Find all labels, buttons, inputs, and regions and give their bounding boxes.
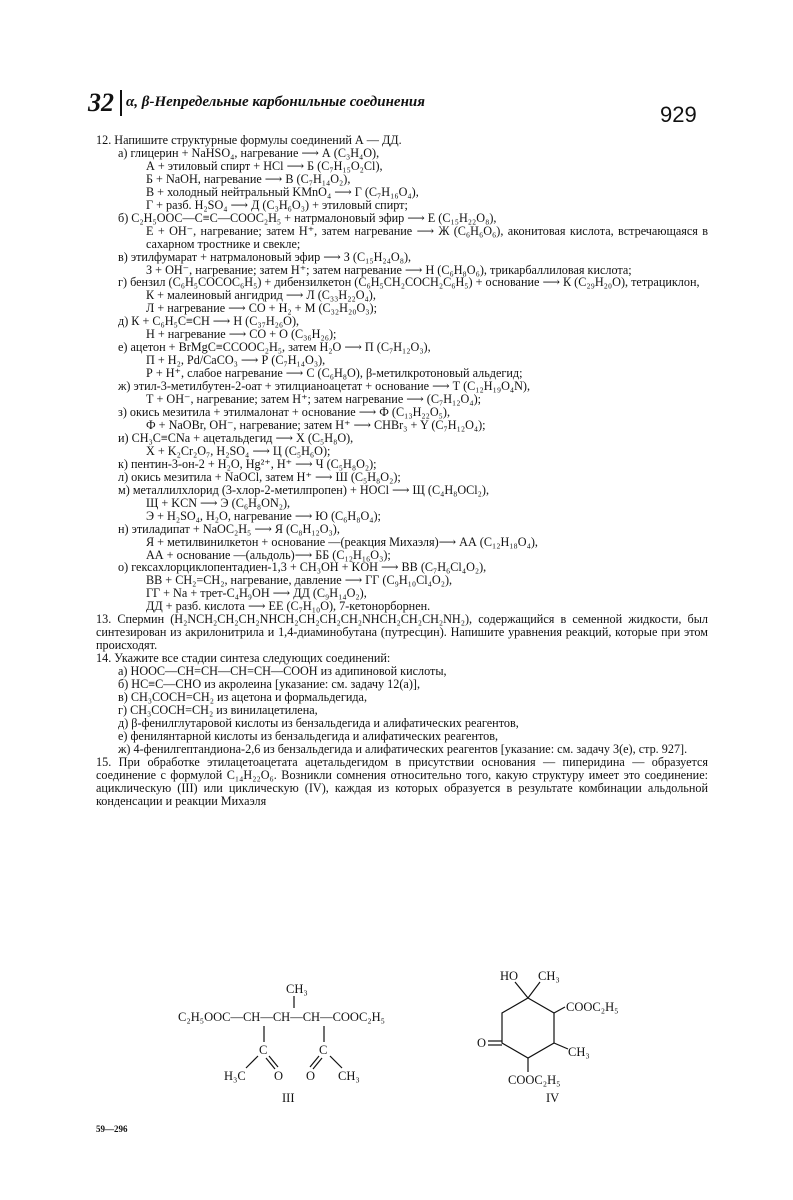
text-line: Т + OH⁻, нагревание; затем H⁺; затем нагревание ⟶ (C₇H₁₂O₄);	[146, 392, 482, 407]
text-line: Е + OH⁻, нагревание; затем H⁺, затем нагревание ⟶ Ж (C₆H₆O₆), аконитовая кислота, встречающаяся в сахарном тростнике и свекле;	[146, 223, 708, 251]
text-line: ВВ + CH₂=CH₂, нагревание, давление ⟶ ГГ (C₉H₁₀Cl₄O₂),	[146, 573, 453, 588]
text-line: ж) этил-3-метилбутен-2-оат + этилцианоацетат + основание ⟶ Т (C₁₂H₁₉O₄N),	[118, 379, 531, 394]
text-line: Ф + NaOBr, OH⁻, нагревание; затем H⁺ ⟶ CHBr₃ + Y (C₇H₁₂O₄);	[146, 417, 486, 432]
text-line: ГГ + Na + трет-C₄H₉OH ⟶ ДД (C₉H₁₄O₂),	[146, 586, 367, 601]
iv-label: IV	[546, 1091, 560, 1105]
question-13: 13. Спермин (H₂NCH₂CH₂CH₂NHCH₂CH₂CH₂CH₂NHCH₂CH₂CH₂NH₂), содержащийся в семенной жидкости, был синтезирован из акрилонитрила и 1,4-диаминобутана (путресцин). Напишите уравнения реакций, которые при этом происходят.	[96, 612, 708, 653]
text-line: ж) 4-фенилгептандиона-2,6 из бензальдегида и алифатических реагентов [указание: см. задачу 3(е), стр. 927].	[118, 741, 688, 756]
text-line: Э + H₂SO₄, H₂O, нагревание ⟶ Ю (C₆H₈O₄);	[146, 508, 381, 523]
text-line: г) CH₃COCH=CH₂ из винилацетилена,	[118, 702, 318, 717]
iv-cooet-bottom: COOC₂H₅	[508, 1073, 561, 1087]
iv-bond-cooet-top	[554, 1007, 565, 1013]
problem-text	[96, 134, 708, 808]
chapter-title: α, β-Непредельные карбонильные соединения	[126, 94, 425, 110]
question-12	[96, 134, 708, 613]
text-line: д) β-фенилглутаровой кислоты из бензальдегида и алифатических реагентов,	[118, 715, 519, 730]
iv-o-ketone: O	[477, 1036, 487, 1050]
text-line: Х + K₂Cr₂O₇, H₂SO₄ ⟶ Ц (C₅H₆O);	[146, 443, 331, 458]
text-line: о) гексахлорциклопентадиен-1,3 + CH₃OH + KOH ⟶ ВВ (C₇H₆Cl₄O₂),	[118, 560, 487, 575]
iii-chain: C₂H₅OOC—CH—CH—CH—COOC₂H₅	[178, 1010, 386, 1024]
text-line: П + H₂, Pd/CaCO₃ ⟶ Р (C₇H₁₄O₃),	[146, 353, 326, 368]
text-line: Щ + KCN ⟶ Э (C₆H₈ON₂),	[146, 495, 291, 510]
text-line: к) пентин-3-он-2 + H₂O, Hg²⁺, H⁺ ⟶ Ч (C₅H₈O₂);	[118, 456, 377, 471]
iii-c-left: C	[259, 1043, 268, 1057]
text-line: н) этиладипат + NaOC₂H₅ ⟶ Я (C₈H₁₂O₃),	[118, 521, 340, 536]
iii-o-left: O	[274, 1069, 284, 1083]
text-line: 12. Напишите структурные формулы соединений А — ДД.	[96, 133, 402, 147]
text-line: д) К + C₆H₅C≡CH ⟶ Н (C₃₇H₂₆O),	[118, 314, 300, 329]
text-line: Я + метилвинилкетон + основание —(реакция Михаэля)⟶ АА (C₁₂H₁₈O₄),	[146, 534, 538, 549]
iii-ch3-right: CH₃	[338, 1069, 360, 1083]
question-15: 15. При обработке этилацетоацетата ацетальдегидом в присутствии основания — пиперидина — образуется соединение с формулой C₁₄H₂₂O₆. Возникли сомнения относительно того, какую структуру имеет это соединение: ациклическую (III) или циклическую (IV), каждая из которых образуется в результате комбинации альдольной конденсации и реакции Михаэля	[96, 754, 708, 808]
text-line: л) окись мезитила + NaOCl, затем H⁺ ⟶ Ш (C₅H₈O₂);	[118, 469, 401, 484]
text-line: в) CH₃COCH=CH₂ из ацетона и формальдегида,	[118, 689, 368, 704]
text-line: б) HC≡C—CHO из акролеина [указание: см. задачу 12(а)],	[118, 677, 420, 692]
text-line: Л + нагревание ⟶ CO + H₂ + М (C₃₂H₂₀O₃);	[146, 301, 377, 316]
iv-ho: HO	[500, 969, 519, 983]
iii-o-right: O	[306, 1069, 316, 1083]
signature-mark: 59—296	[96, 1124, 128, 1134]
page-number: 929	[660, 102, 697, 127]
running-header	[88, 86, 708, 122]
bond-c-ch3-left	[246, 1056, 258, 1068]
iv-bond-ch3-right	[554, 1043, 568, 1049]
iv-ch3-right: CH₃	[568, 1045, 590, 1059]
bond-c-o-right-a	[310, 1056, 319, 1067]
text-line: А + этиловый спирт + HCl ⟶ Б (C₇H₁₅O₂Cl),	[146, 158, 383, 173]
iii-ch3-left: H₃C	[224, 1069, 246, 1083]
bond-c-o-left-a	[269, 1056, 278, 1067]
text-line: в) этилфумарат + натрмалоновый эфир ⟶ З (C₁₅H₂₄O₈),	[118, 249, 412, 264]
iii-c-right: C	[319, 1043, 328, 1057]
text-line: и) CH₃C≡CNa + ацетальдегид ⟶ Х (C₅H₈O),	[118, 430, 354, 445]
iv-ring	[502, 998, 554, 1058]
iv-cooet-top: COOC₂H₅	[566, 1000, 619, 1014]
structure-III	[246, 996, 342, 1069]
text-line: е) ацетон + BrMgC≡CCOOC₂H₅, затем H₂O ⟶ П (C₇H₁₂O₃),	[118, 340, 431, 355]
text-line: Н + нагревание ⟶ CO + O (C₃₆H₂₆);	[146, 327, 337, 342]
chapter-number: 32	[88, 88, 114, 117]
text-line: ДД + разб. кислота ⟶ ЕЕ (C₇H₁₀O), 7-кетонорборнен.	[146, 599, 431, 614]
iii-label: III	[282, 1091, 295, 1105]
structures-svg	[170, 966, 620, 1116]
text-line: е) фенилянтарной кислоты из бензальдегида и алифатических реагентов,	[118, 728, 499, 743]
text-line: АА + основание —(альдоль)⟶ ББ (C₁₂H₁₆O₃);	[146, 547, 391, 562]
structure-figures	[170, 966, 620, 1116]
bond-c-o-right-b	[313, 1058, 322, 1069]
bond-c-o-left-b	[266, 1058, 275, 1069]
iv-ch3-top: CH₃	[538, 969, 560, 983]
text-line: К + малеиновый ангидрид ⟶ Л (C₃₃H₂₂O₄),	[146, 288, 376, 303]
text-line: Б + NaOH, нагревание ⟶ В (C₇H₁₄O₂),	[146, 171, 351, 186]
structure-IV	[488, 982, 568, 1072]
header-divider	[120, 90, 122, 116]
iv-bond-ch3	[528, 982, 540, 998]
question-14	[96, 652, 708, 756]
text-line: 14. Укажите все стадии синтеза следующих соединений:	[96, 651, 391, 666]
text-line: з) окись мезитила + этилмалонат + основание ⟶ Ф (C₁₃H₂₂O₅),	[118, 405, 451, 420]
text-line: В + холодный нейтральный KMnO₄ ⟶ Г (C₇H₁₆O₄),	[146, 184, 419, 199]
text-line: г) бензил (C₆H₅COCOC₆H₅) + дибензилкетон (C₆H₅CH₂COCH₂C₆H₅) + основание ⟶ К (C₂₉H₂₀O), тетрациклон,	[118, 275, 700, 290]
text-line: м) металлилхлорид (3-хлор-2-метилпропен) + HOCl ⟶ Щ (C₄H₈OCl₂),	[118, 482, 490, 497]
iv-bond-oh	[515, 982, 528, 998]
text-line: а) глицерин + NaHSO₄, нагревание ⟶ А (C₃H₄O),	[118, 145, 380, 160]
text-line: З + OH⁻, нагревание; затем H⁺; затем нагревание ⟶ Н (C₆H₈O₆), трикарбаллиловая кислота;	[146, 262, 632, 277]
text-line: б) C₂H₅OOC—C≡C—COOC₂H₅ + натрмалоновый эфир ⟶ Е (C₁₅H₂₂O₈),	[118, 210, 497, 225]
text-line: Г + разб. H₂SO₄ ⟶ Д (C₃H₆O₃) + этиловый спирт;	[146, 197, 408, 212]
bond-c-ch3-right	[330, 1056, 342, 1068]
text-line: Р + H⁺, слабое нагревание ⟶ С (C₆H₈O), β-метилкротоновый альдегид;	[146, 366, 523, 381]
iii-ch3-top: CH₃	[286, 982, 308, 996]
text-line: а) HOOC—CH=CH—CH=CH—COOH из адипиновой кислоты,	[118, 664, 447, 679]
